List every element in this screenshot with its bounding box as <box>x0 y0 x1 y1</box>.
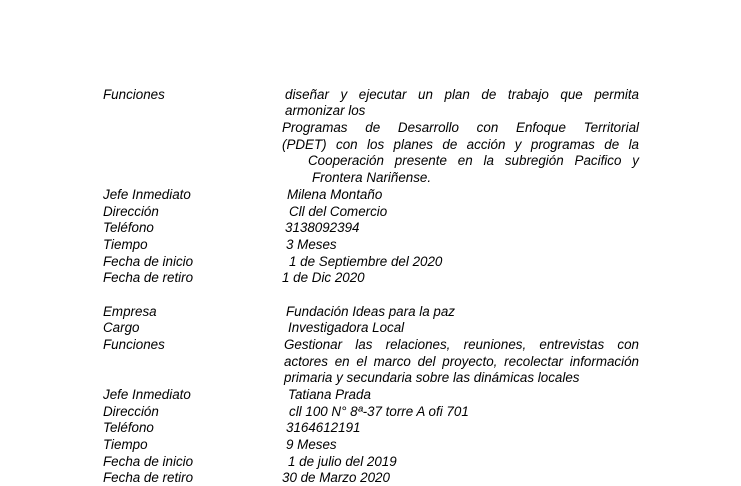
funciones-line: diseñar y ejecutar un plan de trabajo que permita <box>285 87 639 102</box>
cargo-label: Cargo <box>103 320 140 335</box>
fecha-inicio-label-1: Fecha de inicio <box>103 254 194 269</box>
funciones-line: Programas de Desarrollo con Enfoque Territorial <box>282 120 639 135</box>
funciones-line: Frontera Nariñense. <box>312 170 432 185</box>
fecha-retiro-label-2: Fecha de retiro <box>103 470 194 485</box>
funciones-label-2: Funciones <box>103 337 165 352</box>
direccion-value-1: Cll del Comercio <box>289 204 388 219</box>
funciones-label-1: Funciones <box>103 87 165 102</box>
direccion-value-2: cll 100 N° 8ª-37 torre A ofi 701 <box>289 404 469 419</box>
tiempo-value-2: 9 Meses <box>286 437 337 452</box>
funciones-line: Cooperación presente en la subregión Pacifico y <box>308 153 639 168</box>
telefono-value-2: 3164612191 <box>286 420 361 435</box>
empresa-label: Empresa <box>103 304 157 319</box>
funciones-line: actores en el marco del proyecto, recolectar información <box>284 354 639 369</box>
funciones-line: (PDET) con los planes de acción y programas de la <box>282 137 639 152</box>
funciones-line: primaria y secundaria sobre las dinámicas locales <box>284 370 580 385</box>
direccion-label-1: Dirección <box>103 204 159 219</box>
direccion-label-2: Dirección <box>103 404 159 419</box>
fecha-retiro-value-2: 30 de Marzo 2020 <box>282 470 390 485</box>
jefe-inmediato-label-2: Jefe Inmediato <box>103 387 191 402</box>
tiempo-label-1: Tiempo <box>103 237 148 252</box>
fecha-inicio-value-2: 1 de julio del 2019 <box>288 454 397 469</box>
fecha-inicio-value-1: 1 de Septiembre del 2020 <box>289 254 443 269</box>
jefe-inmediato-value-2: Tatiana Prada <box>288 387 371 402</box>
jefe-inmediato-label-1: Jefe Inmediato <box>103 187 191 202</box>
telefono-label-2: Teléfono <box>103 420 154 435</box>
jefe-inmediato-value-1: Milena Montaño <box>287 187 383 202</box>
cargo-value: Investigadora Local <box>288 320 405 335</box>
tiempo-value-1: 3 Meses <box>286 237 337 252</box>
telefono-value-1: 3138092394 <box>285 220 360 235</box>
funciones-line: Gestionar las relaciones, reuniones, entrevistas con <box>284 337 639 352</box>
tiempo-label-2: Tiempo <box>103 437 148 452</box>
fecha-inicio-label-2: Fecha de inicio <box>103 454 194 469</box>
telefono-label-1: Teléfono <box>103 220 154 235</box>
fecha-retiro-label-1: Fecha de retiro <box>103 270 194 285</box>
empresa-value: Fundación Ideas para la paz <box>286 304 455 319</box>
funciones-line: armonizar los <box>285 103 366 118</box>
fecha-retiro-value-1: 1 de Dic 2020 <box>282 270 365 285</box>
